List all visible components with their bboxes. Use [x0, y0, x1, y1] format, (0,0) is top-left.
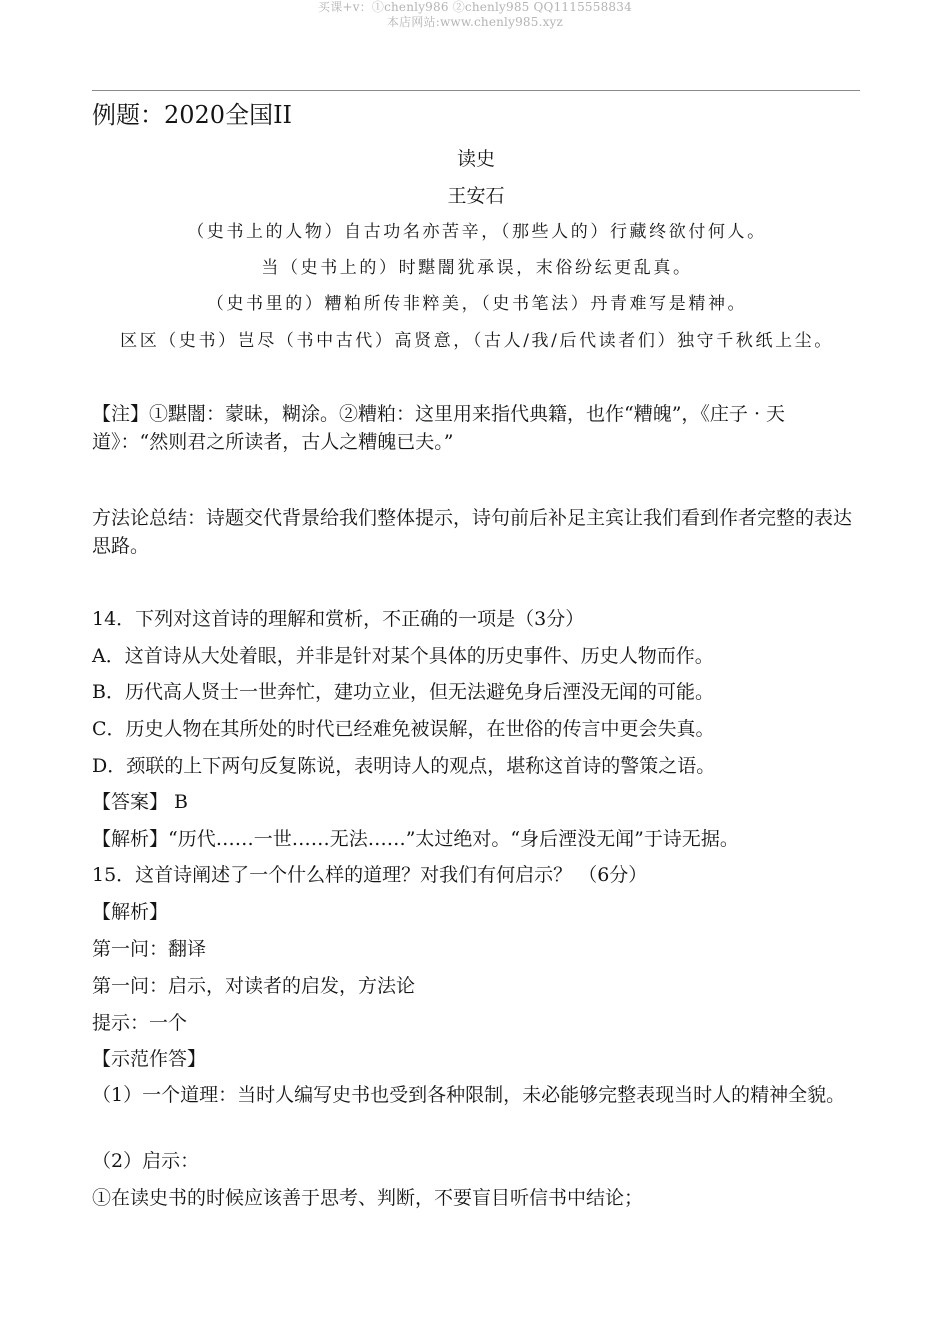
question-15-model-answer-1: （1）一个道理：当时人编写史书也受到各种限制，未必能够完整表现当时人的精神全貌。	[92, 1084, 846, 1106]
header-rule	[92, 90, 860, 91]
poem-line: （史书上的人物）自古功名亦苦辛，（那些人的）行藏终欲付何人。	[187, 222, 767, 242]
poem-author: 王安石	[447, 185, 505, 207]
poem-line: 当（史书上的）时黮闇犹承误，末俗纷纭更乱真。	[261, 258, 693, 278]
question-15-step-1: 第一问：翻译	[92, 938, 207, 960]
question-15-analysis-label: 【解析】	[92, 901, 169, 923]
poem-title: 读史	[456, 148, 495, 170]
page-heading: 例题：2020全国II	[92, 101, 293, 129]
question-15-step-2: 第一问：启示，对读者的启发，方法论	[92, 975, 416, 997]
watermark-line-1: 买课+v：①chenly986 ②chenly985 QQ1115558834	[318, 0, 632, 14]
question-15-model-label: 【示范作答】	[92, 1048, 207, 1070]
watermark	[0, 0, 950, 30]
annotation-note: 【注】①黮闇：蒙昧，糊涂。②糟粕：这里用来指代典籍，也作“糟魄”，《庄子 · 天道》：“然则君之所读者，古人之糟魄已夫。”	[92, 403, 786, 453]
question-15-model-answer-2: （2）启示：	[92, 1150, 200, 1172]
question-15-hint: 提示：一个	[92, 1012, 188, 1034]
question-14-option-b: B．历代高人贤士一世奔忙，建功立业，但无法避免身后湮没无闻的可能。	[92, 681, 714, 703]
poem-line: （史书里的）糟粕所传非粹美，（史书笔法）丹青难写是精神。	[206, 294, 748, 314]
question-14-answer: 【答案】 B	[92, 791, 189, 813]
question-14-stem: 14．下列对这首诗的理解和赏析，不正确的一项是（3分）	[92, 608, 585, 630]
question-15-stem: 15．这首诗阐述了一个什么样的道理？对我们有何启示？ （6分）	[92, 864, 648, 886]
question-14-option-c: C．历史人物在其所处的时代已经难免被误解，在世俗的传言中更会失真。	[92, 718, 715, 740]
question-14-analysis: 【解析】“历代……一世……无法……”太过绝对。“身后湮没无闻”于诗无据。	[92, 828, 739, 850]
question-15-model-answer-2-item-1: ①在读史书的时候应该善于思考、判断，不要盲目听信书中结论；	[92, 1187, 644, 1209]
question-14-option-a: A．这首诗从大处着眼，并非是针对某个具体的历史事件、历史人物而作。	[92, 645, 714, 667]
watermark-line-2: 本店网站:www.chenly985.xyz	[386, 15, 564, 29]
poem-line: 区区（史书）岂尽（书中古代）高贤意，（古人/我/后代读者们）独守千秋纸上尘。	[120, 331, 834, 351]
method-summary: 方法论总结：诗题交代背景给我们整体提示，诗句前后补足主宾让我们看到作者完整的表达思路。	[92, 507, 853, 557]
question-14-option-d: D．颈联的上下两句反复陈说，表明诗人的观点，堪称这首诗的警策之语。	[92, 755, 716, 777]
